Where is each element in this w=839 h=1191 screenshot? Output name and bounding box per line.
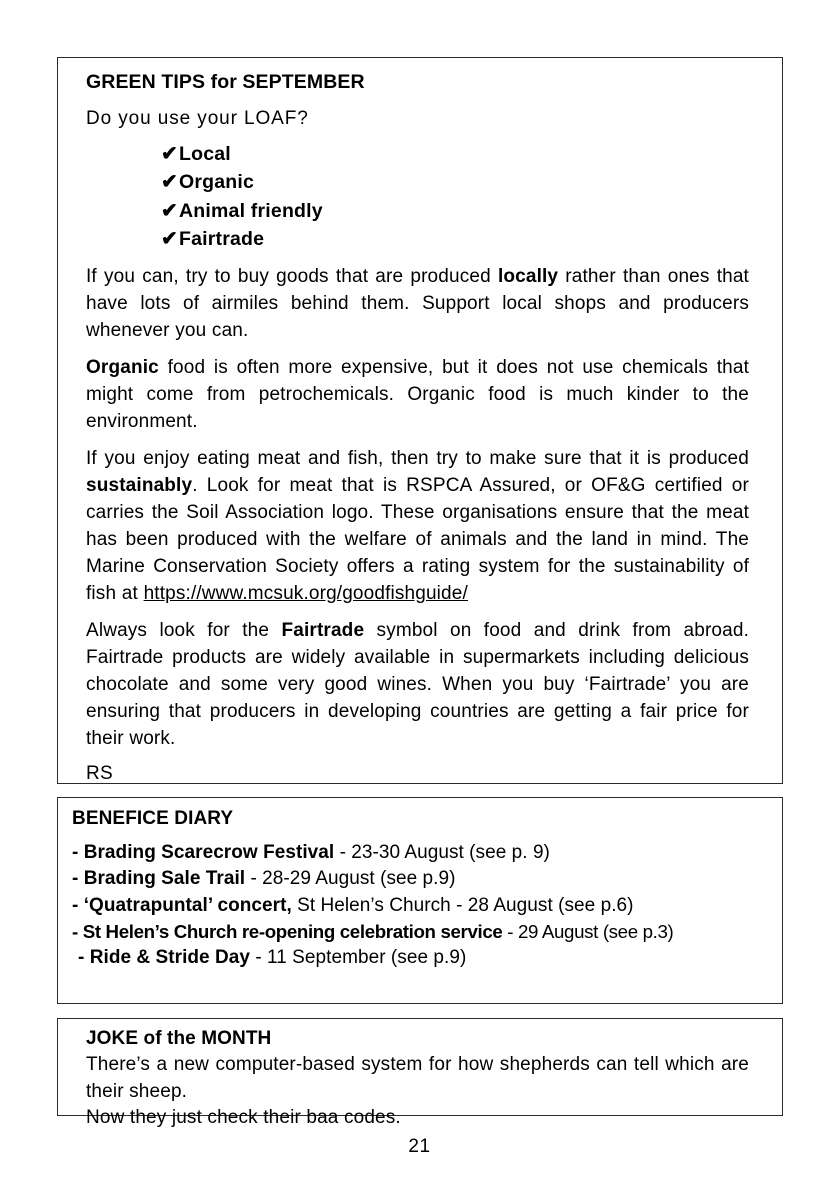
page-number: 21 <box>408 1136 431 1157</box>
green-tips-title: GREEN TIPS for SEPTEMBER <box>86 71 365 93</box>
list-item <box>72 840 772 866</box>
emphasis-sustainably: sustainably <box>86 475 193 497</box>
list-item <box>161 225 749 253</box>
author-initials: RS <box>86 762 113 784</box>
diary-dash: - <box>72 894 84 916</box>
text-run: Always look for the <box>86 620 282 641</box>
text-run: . Look for meat that is RSPCA Assured, or OF&G certified or carries the Soil Association logo. These organisations ensure that the meat has been produced with the welfare of animals and the land in mind. The Marine Conservation Society offers a rating system for the sustainability of fish at <box>86 475 749 605</box>
diary-event-name: St Helen’s Church re-opening celebration service <box>82 921 503 943</box>
list-item <box>161 197 749 225</box>
diary-event-detail: - 23-30 August (see p. 9) <box>334 842 550 863</box>
paragraph-fairtrade <box>86 618 749 753</box>
joke-of-the-month-panel <box>57 1018 783 1129</box>
diary-event-detail: - 11 September (see p.9) <box>250 947 467 969</box>
paragraph-organic <box>86 355 749 436</box>
emphasis-locally: locally <box>497 266 559 288</box>
loaf-item-label: Animal friendly <box>178 199 323 222</box>
diary-dash: - <box>78 947 90 969</box>
loaf-item-label: Fairtrade <box>178 228 265 251</box>
joke-line-2: Now they just check their baa codes. <box>86 1107 401 1129</box>
diary-event-detail: - 28-29 August (see p.9) <box>245 868 456 890</box>
diary-dash: - <box>72 842 84 863</box>
good-fish-guide-link[interactable]: https://www.mcsuk.org/goodfishguide/ <box>143 583 468 605</box>
diary-event-detail: St Helen’s Church - 28 August (see p.6) <box>291 894 634 916</box>
list-item <box>72 866 772 892</box>
diary-event-name: ‘Quatrapuntal’ concert, <box>83 894 292 916</box>
diary-event-name: Brading Scarecrow Festival <box>83 842 335 863</box>
loaf-checklist <box>86 140 749 253</box>
check-icon: ✔ <box>161 199 178 222</box>
list-item <box>72 919 772 945</box>
diary-dash: - <box>72 921 83 943</box>
green-tips-content <box>58 58 782 785</box>
list-item <box>161 168 749 196</box>
joke-content <box>58 1019 782 1132</box>
text-run: symbol on food and drink from abroad. Fairtrade products are widely available in supermarkets including delicious chocolate and some very good wines. When you buy ‘Fairtrade’ you are ensuring that producers in developing countries are getting a fair price for their work. <box>86 620 750 749</box>
joke-title: JOKE of the MONTH <box>86 1028 272 1049</box>
text-run: food is often more expensive, but it does not use chemicals that might come from petrochemicals. Organic food is much kinder to the environment. <box>86 357 749 433</box>
green-tips-panel <box>57 57 783 784</box>
joke-line-1: There’s a new computer-based system for how shepherds can tell which are their sheep. <box>86 1054 749 1102</box>
text-run: rather than ones that have lots of airmiles behind them. Support local shops and producers whenever you can. <box>86 266 749 342</box>
emphasis-organic: Organic <box>86 357 159 379</box>
paragraph-local <box>86 264 749 345</box>
diary-dash: - <box>72 868 84 890</box>
text-run: If you enjoy eating meat and fish, then try to make sure that it is produced <box>86 448 749 470</box>
diary-event-detail: - 29 August (see p.3) <box>502 921 674 943</box>
diary-entry-list <box>72 840 772 972</box>
emphasis-fairtrade: Fairtrade <box>281 620 365 641</box>
list-item <box>161 140 749 168</box>
check-icon: ✔ <box>161 171 178 194</box>
text-run: If you can, try to buy goods that are produced <box>86 266 498 288</box>
benefice-diary-title: BENEFICE DIARY <box>72 808 234 829</box>
diary-event-name: Ride & Stride Day <box>89 947 250 969</box>
diary-event-name: Brading Sale Trail <box>83 868 246 890</box>
check-icon: ✔ <box>161 143 178 166</box>
paragraph-sustainable <box>86 446 749 608</box>
loaf-item-label: Organic <box>178 171 255 194</box>
list-item <box>72 893 772 919</box>
benefice-diary-panel <box>57 797 783 1004</box>
benefice-diary-content <box>58 798 782 972</box>
loaf-item-label: Local <box>178 143 231 166</box>
check-icon: ✔ <box>161 228 178 251</box>
green-tips-lead: Do you use your LOAF? <box>86 108 309 130</box>
list-item <box>72 945 772 971</box>
